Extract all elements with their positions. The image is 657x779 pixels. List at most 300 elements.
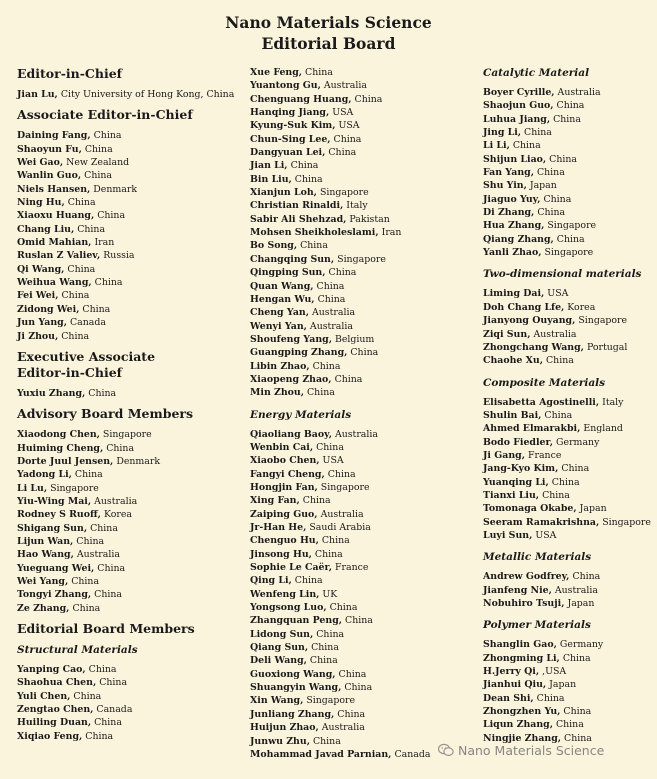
member-affiliation: Singapore bbox=[50, 482, 99, 494]
member-entry bbox=[250, 266, 482, 279]
member-affiliation: China bbox=[334, 373, 363, 385]
member-affiliation: China bbox=[73, 690, 102, 702]
member-name: Huiming Cheng, bbox=[17, 442, 104, 454]
member-name: Jiaguo Yuy, bbox=[483, 193, 541, 205]
member-affiliation: Australia bbox=[320, 508, 364, 520]
member-entry bbox=[483, 396, 655, 409]
member-affiliation: USA bbox=[332, 107, 354, 119]
member-affiliation: China bbox=[77, 223, 106, 235]
member-entry bbox=[483, 678, 655, 691]
member-entry bbox=[250, 186, 482, 199]
member-entry bbox=[483, 502, 655, 515]
member-entry bbox=[250, 119, 482, 132]
member-affiliation: China bbox=[524, 127, 552, 139]
member-name: Shaojun Guo, bbox=[483, 100, 554, 112]
member-entry bbox=[250, 628, 482, 641]
member-affiliation: China bbox=[94, 717, 122, 729]
member-entry bbox=[250, 106, 482, 119]
member-name: Zhangquan Peng, bbox=[250, 615, 343, 627]
member-entry bbox=[250, 428, 482, 441]
member-name: Lidong Sun, bbox=[250, 628, 314, 640]
member-name: Shanglin Gao, bbox=[483, 639, 557, 651]
member-name: Wenfeng Lin, bbox=[250, 588, 320, 600]
member-entry bbox=[17, 495, 245, 508]
member-affiliation: China bbox=[82, 303, 111, 315]
member-entry bbox=[17, 303, 245, 316]
member-affiliation: China bbox=[302, 495, 331, 507]
member-entry bbox=[250, 694, 482, 707]
member-name: Zhongming Li, bbox=[483, 652, 560, 664]
member-entry bbox=[17, 716, 245, 729]
member-name: Qiang Sun, bbox=[250, 642, 309, 654]
member-entry bbox=[250, 199, 482, 212]
member-name: Shuangyin Wang, bbox=[250, 682, 342, 694]
member-name: Shigang Sun, bbox=[17, 522, 88, 534]
member-name: Tianxi Liu, bbox=[483, 489, 540, 501]
member-affiliation: Japan bbox=[529, 180, 557, 192]
member-name: Qiaoliang Baoy, bbox=[250, 428, 332, 440]
section-heading: Executive Associate bbox=[17, 348, 156, 364]
member-affiliation: China bbox=[551, 476, 580, 488]
member-name: Yuli Chen, bbox=[17, 690, 71, 702]
member-affiliation: Denmark bbox=[93, 183, 138, 195]
member-affiliation: China bbox=[76, 535, 105, 547]
member-entry bbox=[483, 597, 655, 610]
member-name: Jun Yang, bbox=[17, 317, 68, 329]
member-name: Hua Zhang, bbox=[483, 220, 545, 232]
member-entry bbox=[250, 508, 482, 521]
member-name: Shulin Bai, bbox=[483, 409, 542, 421]
member-entry bbox=[250, 66, 482, 79]
member-entry bbox=[483, 476, 655, 489]
member-name: Sabir Ali Shehzad, bbox=[250, 213, 347, 225]
member-affiliation: China bbox=[94, 589, 122, 601]
member-entry bbox=[250, 373, 482, 386]
member-affiliation: UK bbox=[322, 588, 338, 600]
member-affiliation: China bbox=[553, 113, 581, 125]
member-affiliation: China bbox=[536, 692, 565, 704]
member-entry bbox=[17, 588, 245, 601]
member-affiliation: China bbox=[338, 668, 367, 680]
member-entry bbox=[17, 676, 245, 689]
subsection-heading: Two-dimensional materials bbox=[483, 268, 642, 281]
member-affiliation: Portugal bbox=[586, 341, 628, 353]
member-entry bbox=[483, 516, 655, 529]
member-entry bbox=[250, 306, 482, 319]
member-name: Zhongzhen Yu, bbox=[483, 706, 561, 718]
member-affiliation: China bbox=[290, 160, 319, 172]
member-entry bbox=[250, 454, 482, 467]
member-name: Jianfeng Nie, bbox=[483, 584, 552, 596]
member-name: Ji Zhou, bbox=[17, 330, 59, 342]
member-name: Xiaoxu Huang, bbox=[17, 210, 95, 222]
member-affiliation: China bbox=[321, 535, 350, 547]
member-affiliation: Singapore bbox=[602, 516, 651, 528]
member-name: Ziqi Sun, bbox=[483, 328, 531, 340]
member-name: Shaoyun Fu, bbox=[17, 143, 82, 155]
member-affiliation: Singapore bbox=[306, 695, 356, 707]
member-affiliation: China bbox=[536, 167, 565, 179]
member-entry bbox=[250, 534, 482, 547]
member-entry bbox=[17, 602, 245, 615]
member-name: Niels Hansen, bbox=[17, 183, 91, 195]
member-name: Junwu Zhu, bbox=[250, 735, 310, 747]
section-heading: Editor-in-Chief bbox=[17, 364, 123, 380]
member-affiliation: China bbox=[327, 468, 356, 480]
member-entry bbox=[250, 239, 482, 252]
member-name: Shu Yin, bbox=[483, 180, 527, 192]
member-entry bbox=[483, 113, 655, 126]
member-name: Cheng Yan, bbox=[250, 307, 309, 319]
member-affiliation: Australia bbox=[76, 549, 120, 561]
subsection-heading: Metallic Materials bbox=[483, 551, 592, 564]
member-name: Weihua Wang, bbox=[17, 277, 92, 289]
member-affiliation: China bbox=[328, 147, 357, 159]
member-entry bbox=[250, 226, 482, 239]
member-entry bbox=[483, 638, 655, 651]
member-name: Elisabetta Agostinelli, bbox=[483, 396, 600, 408]
member-entry bbox=[483, 126, 655, 139]
member-affiliation: Korea bbox=[103, 509, 132, 521]
member-affiliation: China bbox=[345, 615, 373, 627]
member-affiliation: China bbox=[572, 571, 601, 583]
member-entry bbox=[17, 196, 245, 209]
member-name: Jianyong Ouyang, bbox=[483, 315, 576, 327]
member-name: Qiang Zhang, bbox=[483, 233, 554, 245]
member-affiliation: China bbox=[333, 133, 362, 145]
column-right bbox=[483, 66, 655, 745]
board-title: Editorial Board bbox=[261, 34, 396, 53]
member-name: Dorte Juul Jensen, bbox=[17, 455, 114, 467]
spacer bbox=[250, 400, 482, 408]
member-affiliation: Singapore bbox=[102, 429, 152, 441]
member-affiliation: USA bbox=[535, 529, 557, 541]
member-affiliation: France bbox=[335, 562, 369, 574]
member-name: Rodney S Ruoff, bbox=[17, 509, 101, 521]
member-affiliation: China bbox=[71, 575, 100, 587]
member-name: Shaohua Chen, bbox=[17, 677, 97, 689]
member-entry bbox=[17, 316, 245, 329]
member-affiliation: Singapore bbox=[547, 220, 597, 232]
member-entry bbox=[17, 690, 245, 703]
member-name: Lijun Wan, bbox=[17, 535, 74, 547]
member-entry bbox=[250, 521, 482, 534]
member-entry bbox=[483, 584, 655, 597]
member-name: Fangyi Cheng, bbox=[250, 468, 325, 480]
member-affiliation: Australia bbox=[311, 307, 356, 319]
member-name: Liqun Zhang, bbox=[483, 719, 553, 731]
member-affiliation: New Zealand bbox=[66, 157, 130, 169]
member-name: Jian Li, bbox=[250, 160, 288, 172]
member-entry bbox=[483, 692, 655, 705]
member-entry bbox=[250, 708, 482, 721]
member-name: Fan Yang, bbox=[483, 167, 534, 179]
member-name: Yanping Cao, bbox=[17, 664, 86, 675]
member-entry bbox=[250, 280, 482, 293]
member-name: Bin Liu, bbox=[250, 173, 292, 185]
spacer bbox=[483, 259, 655, 267]
member-affiliation: China bbox=[84, 170, 112, 182]
member-name: Wei Yang, bbox=[17, 575, 69, 587]
member-entry bbox=[483, 328, 655, 341]
member-affiliation: Singapore bbox=[337, 253, 386, 265]
member-affiliation: China bbox=[84, 143, 113, 155]
member-affiliation: France bbox=[527, 449, 562, 461]
member-entry bbox=[17, 562, 245, 575]
member-name: Xiaodong Chen, bbox=[17, 429, 100, 441]
member-affiliation: Australia bbox=[554, 584, 598, 596]
member-affiliation: China bbox=[294, 575, 323, 587]
member-name: Yadong Li, bbox=[17, 469, 72, 481]
member-affiliation: China bbox=[314, 548, 343, 560]
member-affiliation: China bbox=[72, 602, 101, 614]
member-entry bbox=[483, 341, 655, 354]
member-entry bbox=[250, 173, 482, 186]
member-name: Jr-Han He, bbox=[250, 522, 307, 533]
member-entry bbox=[17, 575, 245, 588]
member-affiliation: China bbox=[311, 642, 339, 654]
member-affiliation: China bbox=[561, 463, 590, 475]
member-name: Xiaobo Chen, bbox=[250, 455, 320, 467]
member-entry bbox=[17, 129, 245, 142]
member-affiliation: Japan bbox=[579, 503, 607, 515]
member-name: Zaiping Guo, bbox=[250, 508, 318, 520]
member-name: Bo Song, bbox=[250, 240, 298, 252]
member-entry bbox=[17, 730, 245, 743]
member-affiliation: Canada bbox=[96, 704, 133, 716]
member-name: Li Li, bbox=[483, 140, 510, 152]
member-affiliation: China bbox=[512, 140, 541, 152]
member-affiliation: China bbox=[350, 347, 379, 359]
subsection-heading: Catalytic Material bbox=[483, 67, 590, 79]
member-name: Hanqing Jiang, bbox=[250, 107, 330, 119]
member-name: Xue Feng, bbox=[250, 67, 303, 78]
member-entry bbox=[250, 654, 482, 667]
member-name: Jang-Kyo Kim, bbox=[483, 463, 559, 475]
member-name: Li Lu, bbox=[17, 482, 48, 494]
member-affiliation: Saudi Arabia bbox=[309, 522, 371, 533]
member-affiliation: Belgium bbox=[334, 333, 375, 345]
member-affiliation: China bbox=[312, 735, 341, 747]
member-affiliation: Germany bbox=[556, 436, 600, 448]
member-entry bbox=[17, 442, 245, 455]
member-name: Wenyi Yan, bbox=[250, 320, 307, 332]
member-name: Omid Mahian, bbox=[17, 237, 92, 249]
member-affiliation: China bbox=[543, 193, 572, 205]
member-affiliation: China bbox=[337, 708, 366, 720]
member-entry bbox=[17, 522, 245, 535]
member-entry bbox=[17, 88, 245, 101]
member-entry bbox=[483, 301, 655, 314]
member-affiliation: Canada bbox=[70, 317, 106, 329]
spacer bbox=[483, 542, 655, 550]
member-name: Chaohe Xu, bbox=[483, 355, 544, 367]
member-name: Deli Wang, bbox=[250, 655, 307, 667]
section-heading: Associate Editor-in-Chief bbox=[17, 107, 193, 123]
member-entry bbox=[17, 548, 245, 561]
member-name: Mohammad Javad Parnian, bbox=[250, 748, 392, 760]
member-name: Dangyuan Lei, bbox=[250, 147, 326, 159]
member-entry bbox=[17, 263, 245, 276]
member-entry bbox=[483, 489, 655, 502]
member-affiliation: Iran bbox=[94, 237, 115, 249]
wechat-icon bbox=[438, 743, 454, 757]
member-name: Wei Gao, bbox=[17, 157, 64, 169]
member-affiliation: Japan bbox=[549, 679, 577, 691]
member-entry bbox=[483, 179, 655, 192]
member-name: Qing Li, bbox=[250, 575, 292, 587]
member-entry bbox=[483, 422, 655, 435]
member-affiliation: Germany bbox=[559, 639, 604, 651]
member-name: Doh Chang Lfe, bbox=[483, 301, 565, 313]
member-entry bbox=[250, 293, 482, 306]
member-name: Changqing Sun, bbox=[250, 253, 335, 265]
member-name: Chenguang Huang, bbox=[250, 93, 352, 105]
member-name: Yueguang Wei, bbox=[17, 562, 95, 574]
member-name: Libin Zhao, bbox=[250, 360, 310, 372]
member-entry bbox=[17, 387, 245, 400]
member-affiliation: China bbox=[544, 409, 573, 421]
member-name: Guoxiong Wang, bbox=[250, 668, 336, 680]
member-affiliation: Iran bbox=[381, 227, 402, 239]
member-name: Qingping Sun, bbox=[250, 267, 326, 279]
member-affiliation: Australia bbox=[334, 428, 378, 440]
member-name: Xin Wang, bbox=[250, 695, 304, 707]
member-name: Daining Fang, bbox=[17, 130, 91, 142]
member-affiliation: China bbox=[85, 730, 114, 742]
member-name: Zengtao Chen, bbox=[17, 704, 94, 716]
watermark-text: Nano Materials Science bbox=[458, 742, 605, 758]
member-entry bbox=[483, 652, 655, 665]
member-entry bbox=[483, 287, 655, 300]
member-affiliation: China bbox=[307, 387, 335, 399]
member-entry bbox=[250, 561, 482, 574]
member-name: Chun-Sing Lee, bbox=[250, 133, 331, 145]
member-name: Seeram Ramakrishna, bbox=[483, 516, 600, 528]
member-affiliation: China bbox=[300, 240, 328, 252]
member-name: Di Zhang, bbox=[483, 207, 535, 219]
member-affiliation: China bbox=[67, 263, 96, 275]
member-entry bbox=[17, 535, 245, 548]
member-name: Wenbin Cai, bbox=[250, 441, 314, 453]
member-entry bbox=[483, 246, 655, 259]
member-affiliation: China bbox=[99, 677, 128, 689]
member-entry bbox=[250, 548, 482, 561]
member-affiliation: Singapore bbox=[319, 187, 369, 199]
member-affiliation: Australia bbox=[557, 87, 601, 98]
member-affiliation: China bbox=[312, 360, 341, 372]
member-affiliation: Singapore bbox=[320, 481, 370, 493]
member-affiliation: China bbox=[97, 210, 126, 222]
member-affiliation: China bbox=[537, 207, 566, 219]
member-entry bbox=[483, 99, 655, 112]
member-affiliation: Singapore bbox=[544, 247, 594, 259]
member-entry bbox=[250, 441, 482, 454]
member-entry bbox=[250, 360, 482, 373]
member-affiliation: China bbox=[316, 441, 344, 453]
member-name: Luhua Jiang, bbox=[483, 113, 551, 125]
member-affiliation: China bbox=[563, 706, 592, 718]
member-name: Min Zhou, bbox=[250, 387, 305, 399]
member-affiliation: Australia bbox=[321, 722, 365, 734]
member-entry bbox=[17, 455, 245, 468]
member-affiliation: China bbox=[317, 293, 346, 305]
member-entry bbox=[250, 681, 482, 694]
member-entry bbox=[17, 428, 245, 441]
member-entry bbox=[483, 314, 655, 327]
member-affiliation: Canada bbox=[394, 748, 431, 760]
member-entry bbox=[483, 705, 655, 718]
member-affiliation: Singapore bbox=[578, 315, 628, 327]
member-affiliation: China bbox=[90, 522, 118, 534]
member-entry bbox=[250, 79, 482, 92]
member-entry bbox=[483, 233, 655, 246]
member-affiliation: ,USA bbox=[542, 666, 567, 678]
member-entry bbox=[250, 601, 482, 614]
member-name: Yanli Zhao, bbox=[483, 247, 542, 259]
member-name: Xianjun Loh, bbox=[250, 187, 317, 199]
member-name: Christian Rinaldi, bbox=[250, 200, 344, 212]
member-name: Quan Wang, bbox=[250, 280, 314, 292]
member-affiliation: Russia bbox=[103, 250, 135, 262]
member-entry bbox=[250, 614, 482, 627]
member-entry bbox=[250, 468, 482, 481]
subsection-heading: Composite Materials bbox=[483, 376, 606, 389]
member-affiliation: Australia bbox=[323, 80, 367, 92]
member-name: Ning Hu, bbox=[17, 197, 65, 209]
member-entry bbox=[17, 183, 245, 196]
member-entry bbox=[483, 409, 655, 422]
member-entry bbox=[483, 166, 655, 179]
member-name: Luyi Sun, bbox=[483, 529, 533, 541]
member-entry bbox=[250, 213, 482, 226]
member-entry bbox=[483, 718, 655, 731]
member-entry bbox=[17, 223, 245, 236]
member-name: H.Jerry Qi, bbox=[483, 666, 540, 678]
member-affiliation: China bbox=[94, 277, 123, 289]
member-entry bbox=[17, 156, 245, 169]
subsection-heading: Polymer Materials bbox=[483, 619, 591, 632]
member-entry bbox=[250, 253, 482, 266]
column-middle bbox=[250, 66, 482, 761]
member-name: Sophie Le Caër, bbox=[250, 562, 333, 574]
member-entry bbox=[483, 462, 655, 475]
member-entry bbox=[483, 139, 655, 152]
member-affiliation: Denmark bbox=[116, 455, 161, 467]
member-affiliation: China bbox=[555, 719, 584, 731]
member-entry bbox=[17, 330, 245, 343]
member-name: Xing Fan, bbox=[250, 495, 300, 507]
member-entry bbox=[483, 354, 655, 367]
member-entry bbox=[483, 665, 655, 678]
member-name: Tomonaga Okabe, bbox=[483, 503, 577, 515]
member-entry bbox=[483, 529, 655, 542]
member-name: Shoufeng Yang, bbox=[250, 333, 332, 345]
member-affiliation: China bbox=[93, 130, 122, 142]
member-entry bbox=[250, 386, 482, 399]
member-name: Andrew Godfrey, bbox=[483, 571, 570, 583]
journal-title: Nano Materials Science bbox=[225, 13, 432, 32]
member-affiliation: China bbox=[106, 442, 135, 454]
member-name: Jian Lu, bbox=[17, 89, 58, 100]
member-name: Huijun Zhao, bbox=[250, 722, 319, 734]
member-affiliation: China bbox=[329, 602, 358, 614]
member-affiliation: China bbox=[328, 267, 357, 279]
member-entry bbox=[17, 276, 245, 289]
member-entry bbox=[250, 159, 482, 172]
member-affiliation: USA bbox=[547, 288, 569, 300]
member-affiliation: Australia bbox=[309, 320, 353, 332]
